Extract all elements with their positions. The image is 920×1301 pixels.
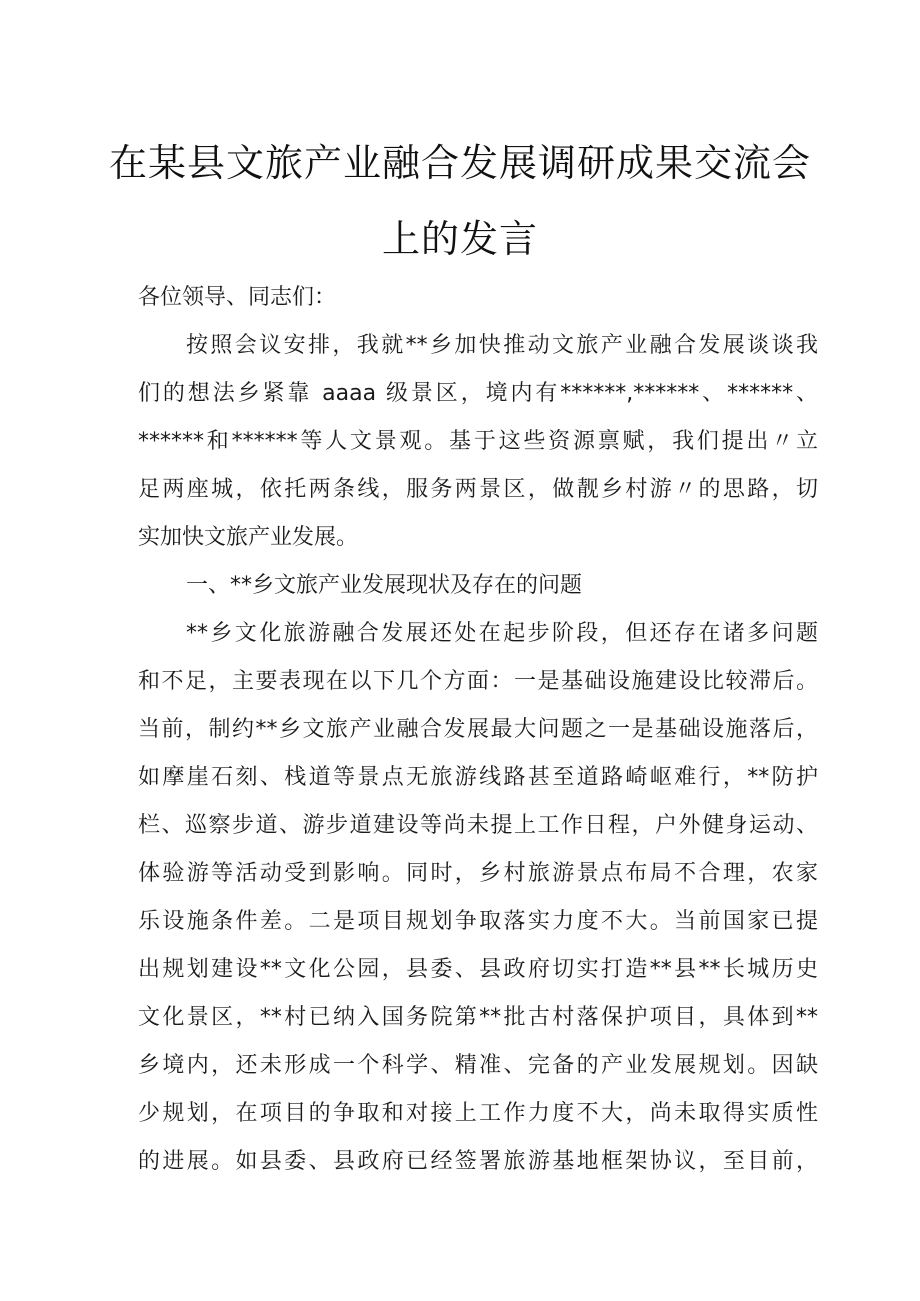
salutation: 各位领导、同志们： [138,285,337,310]
document-title-line-2: 上的发言 [381,217,538,261]
paragraph-line: 按照会议安排，我就**乡加快推动文旅产业融合发展谈谈我 [186,333,818,358]
paragraph-line: 少规划，在项目的争取和对接上工作力度不大，尚未取得实质性 [138,1101,818,1126]
section-heading: 一、**乡文旅产业发展现状及存在的问题 [186,573,583,598]
paragraph-line: **乡文化旅游融合发展还处在起步阶段，但还存在诸多问题 [186,621,818,646]
paragraph-line: 们的想法乡紧靠 aaaa 级景区，境内有******,******、******、 [138,381,818,406]
paragraph-line: ******和******等人文景观。基于这些资源禀赋，我们提出〃立 [138,429,818,454]
paragraph-line: 文化景区，**村已纳入国务院第**批古村落保护项目，具体到** [138,1005,818,1030]
paragraph-line: 足两座城，依托两条线，服务两景区，做靓乡村游〃的思路，切 [138,477,818,502]
paragraph-line: 体验游等活动受到影响。同时，乡村旅游景点布局不合理，农家 [138,861,818,886]
paragraph-line: 出规划建设**文化公园，县委、县政府切实打造**县**长城历史 [138,957,818,982]
paragraph-line: 当前，制约**乡文旅产业融合发展最大问题之一是基础设施落后， [138,717,818,742]
paragraph-line: 乐设施条件差。二是项目规划争取落实力度不大。当前国家已提 [138,909,818,934]
paragraph-line: 如摩崖石刻、栈道等景点无旅游线路甚至道路崎岖难行，**防护 [138,765,818,790]
paragraph-line: 栏、巡察步道、游步道建设等尚未提上工作日程，户外健身运动、 [138,813,818,838]
paragraph-line: 和不足，主要表现在以下几个方面：一是基础设施建设比较滞后。 [138,669,818,694]
paragraph-line: 的进展。如县委、县政府已经签署旅游基地框架协议，至目前， [138,1149,818,1174]
paragraph-line: 实加快文旅产业发展。 [138,525,359,550]
paragraph-line: 乡境内，还未形成一个科学、精准、完备的产业发展规划。因缺 [138,1053,818,1078]
document-title-line-1: 在某县文旅产业融合发展调研成果交流会 [108,141,811,185]
